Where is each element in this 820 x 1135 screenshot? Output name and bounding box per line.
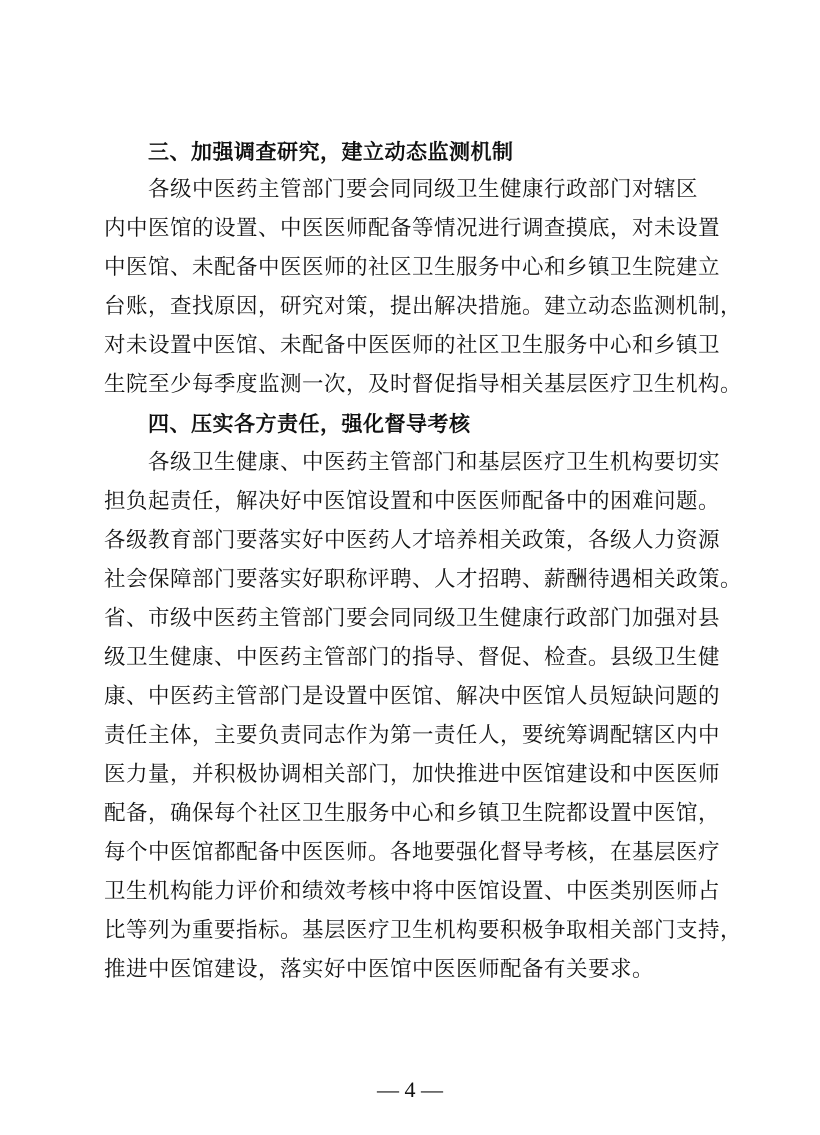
paragraph-line: 级卫生健康、中医药主管部门的指导、督促、检查。县级卫生健 [104,645,721,670]
paragraph-line: 对未设置中医馆、未配备中医医师的社区卫生服务中心和乡镇卫 [104,333,721,358]
paragraph-line: 康、中医药主管部门是设置中医馆、解决中医馆人员短缺问题的 [104,684,721,709]
paragraph-line: 每个中医馆都配备中医医师。各地要强化督导考核，在基层医疗 [104,840,721,865]
paragraph-line: 比等列为重要指标。基层医疗卫生机构要积极争取相关部门支持， [104,918,743,943]
page-number: — 4 — [377,1077,443,1102]
paragraph-line: 推进中医馆建设，落实好中医馆中医医师配备有关要求。 [104,957,655,982]
section-heading: 四、压实各方责任，强化督导考核 [148,412,471,436]
paragraph-line: 社会保障部门要落实好职称评聘、人才招聘、薪酬待遇相关政策。 [104,567,743,592]
paragraph-line: 各级教育部门要落实好中医药人才培养相关政策，各级人力资源 [104,528,721,553]
paragraph-line: 责任主体，主要负责同志作为第一责任人，要统筹调配辖区内中 [104,723,721,748]
paragraph-line: 内中医馆的设置、中医医师配备等情况进行调查摸底，对未设置 [104,216,721,241]
paragraph-line: 各级中医药主管部门要会同同级卫生健康行政部门对辖区 [148,177,699,202]
paragraph-line: 中医馆、未配备中医医师的社区卫生服务中心和乡镇卫生院建立 [104,255,721,280]
paragraph-line: 台账，查找原因，研究对策，提出解决措施。建立动态监测机制， [104,294,743,319]
paragraph-line: 卫生机构能力评价和绩效考核中将中医馆设置、中医类别医师占 [104,879,721,904]
paragraph-line: 配备，确保每个社区卫生服务中心和乡镇卫生院都设置中医馆， [104,801,721,826]
paragraph-line: 生院至少每季度监测一次，及时督促指导相关基层医疗卫生机构。 [104,372,743,397]
section-heading: 三、加强调查研究，建立动态监测机制 [148,140,514,164]
paragraph-line: 各级卫生健康、中医药主管部门和基层医疗卫生机构要切实 [148,450,721,475]
paragraph-line: 省、市级中医药主管部门要会同同级卫生健康行政部门加强对县 [104,606,721,631]
paragraph-line: 医力量，并积极协调相关部门，加快推进中医馆建设和中医医师 [104,762,721,787]
paragraph-line: 担负起责任，解决好中医馆设置和中医医师配备中的困难问题。 [104,489,721,514]
